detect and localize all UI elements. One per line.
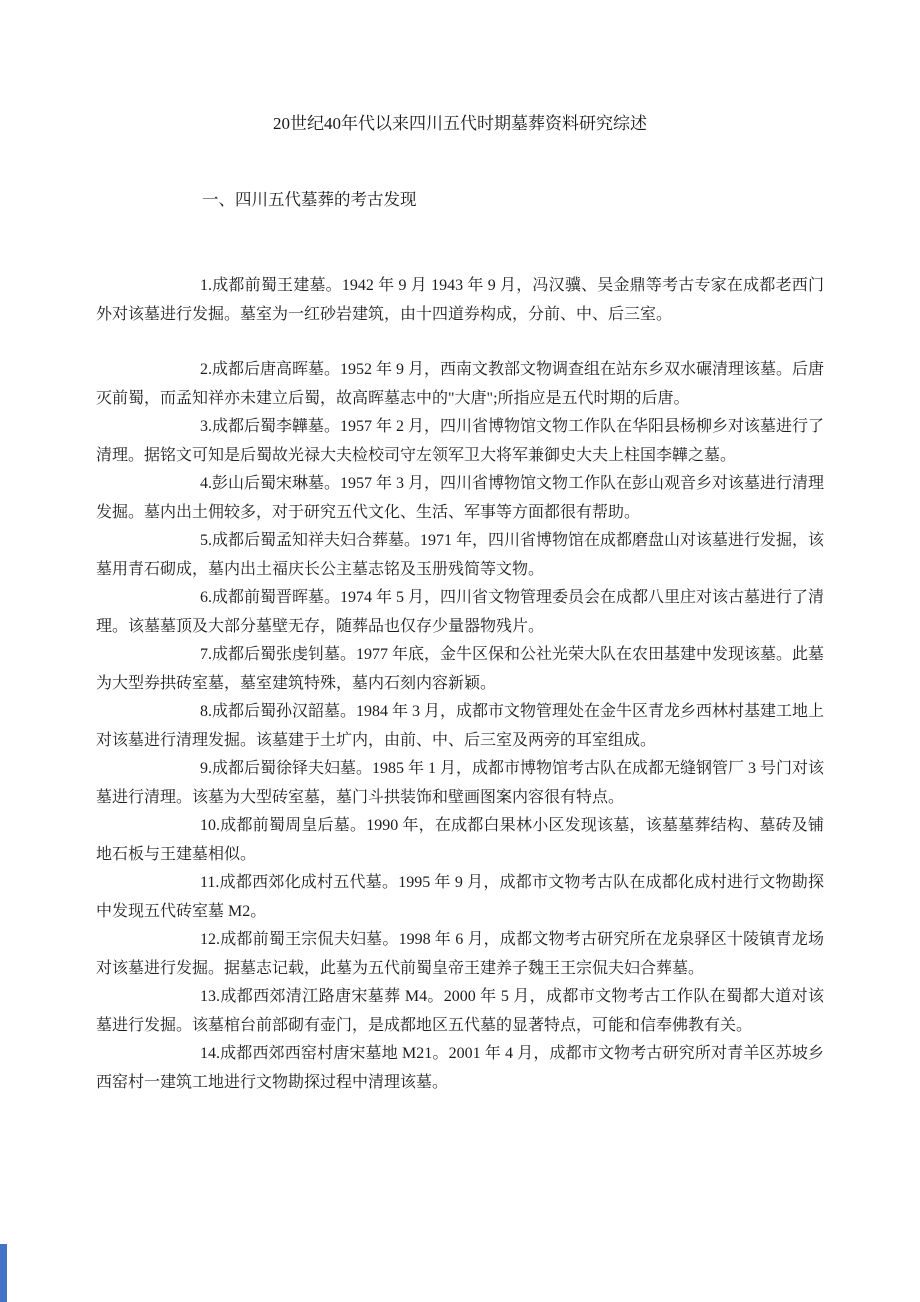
paragraph-13: 13.成都西郊清江路唐宋墓葬 M4。2000 年 5 月，成都市文物考古工作队在蜀都大道对该墓进行发掘。该墓棺台前部砌有壶门，是成都地区五代墓的显著特点，可能和信奉佛教有关。 [96,988,824,1034]
paragraph-1: 1.成都前蜀王建墓。1942 年 9 月 1943 年 9 月，冯汉骥、吴金鼎等考古专家在成都老西门外对该墓进行发掘。墓室为一红砂岩建筑，由十四道券构成，分前、中、后三室。 [96,277,824,323]
paragraph-10: 10.成都前蜀周皇后墓。1990 年，在成都白果林小区发现该墓，该墓墓葬结构、墓砖及铺地石板与王建墓相似。 [96,817,824,863]
paragraph-9: 9.成都后蜀徐铎夫妇墓。1985 年 1 月，成都市博物馆考古队在成都无缝钢管厂 3 号门对该墓进行清理。该墓为大型砖室墓，墓门斗拱装饰和壁画图案内容很有特点。 [96,760,825,806]
paragraph-2: 2.成都后唐高晖墓。1952 年 9 月，西南文教部文物调查组在站东乡双水碾清理该墓。后唐灭前蜀，而孟知祥亦未建立后蜀，故高晖墓志中的"大唐";所指应是五代时期的后唐。 [96,361,825,407]
paragraph-6: 6.成都前蜀晋晖墓。1974 年 5 月，四川省文物管理委员会在成都八里庄对该古墓进行了清理。该墓墓顶及大部分墓壁无存，随葬品也仅存少量器物残片。 [96,589,825,635]
paragraph-14: 14.成都西郊西窑村唐宋墓地 M21。2001 年 4 月，成都市文物考古研究所对青羊区苏坡乡西窑村一建筑工地进行文物勘探过程中清理该墓。 [96,1045,824,1091]
document-title: 20世纪40年代以来四川五代时期墓葬资料研究综述 [273,114,647,133]
document-content [96,0,824,1097]
paragraph-8: 8.成都后蜀孙汉韶墓。1984 年 3 月，成都市文物管理处在金牛区青龙乡西林村基建工地上对该墓进行清理发掘。该墓建于土圹内，由前、中、后三室及两旁的耳室组成。 [96,703,825,749]
paragraph-4: 4.彭山后蜀宋琳墓。1957 年 3 月，四川省博物馆文物工作队在彭山观音乡对该墓进行清理发掘。墓内出土佣较多，对于研究五代文化、生活、军事等方面都很有帮助。 [96,475,825,521]
section-heading: 一、四川五代墓葬的考古发现 [202,190,417,209]
paragraph-3: 3.成都后蜀李韡墓。1957 年 2 月，四川省博物馆文物工作队在华阳县杨柳乡对该墓进行了清理。据铭文可知是后蜀故光禄大夫检校司守左领军卫大将军兼御史大夫上柱国李韡之墓。 [96,418,825,464]
paragraph-12: 12.成都前蜀王宗侃夫妇墓。1998 年 6 月，成都文物考古研究所在龙泉驿区十陵镇青龙场对该墓进行发掘。据墓志记载，此墓为五代前蜀皇帝王建养子魏王王宗侃夫妇合葬墓。 [96,931,824,977]
paragraph-11: 11.成都西郊化成村五代墓。1995 年 9 月，成都市文物考古队在成都化成村进行文物勘探中发现五代砖室墓 M2。 [96,874,824,920]
paragraph-7: 7.成都后蜀张虔钊墓。1977 年底，金牛区保和公社光荣大队在农田基建中发现该墓。此墓为大型券拱砖室墓，墓室建筑特殊，墓内石刻内容新颖。 [96,646,825,692]
paragraph-5: 5.成都后蜀孟知祥夫妇合葬墓。1971 年，四川省博物馆在成都磨盘山对该墓进行发掘，该墓用青石砌成，墓内出土福庆长公主墓志铭及玉册残简等文物。 [96,532,825,578]
left-edge-accent-strip [0,1244,7,1302]
paragraph-list [96,272,824,1097]
